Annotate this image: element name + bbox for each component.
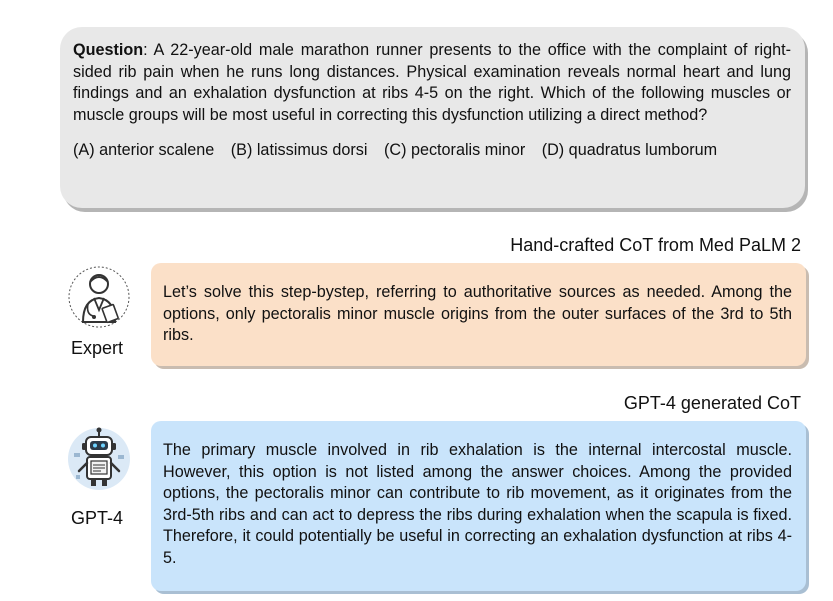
- question-box: [60, 27, 805, 208]
- question-prefix: Question: [73, 41, 144, 59]
- doctor-icon: [66, 264, 132, 330]
- gpt4-caption: GPT-4 generated CoT: [623, 393, 801, 413]
- gpt4-cot-text: The primary muscle involved in rib exhalation is the internal intercostal muscle. However, this option is not listed among the answer choices. Among the provided options, the pectoralis minor can contribute to rib movement, as it originates from the 3rd-5th ribs and can act to depress the ribs during exhalation when the scapula is fixed. Therefore, it could potentially be useful in correcting an exhalation dysfunction at ribs 4-5.: [163, 441, 792, 567]
- option-d: (D) quadratus lumborum: [541, 141, 718, 159]
- expert-cot-text: Let’s solve this step-bystep, referring to authoritative sources as needed. Among the options, only pectoralis minor muscle origins from the outer surfaces of the 3rd to 5th ribs.: [163, 283, 792, 344]
- option-b: (B) latissimus dorsi: [230, 141, 368, 159]
- expert-cot-box: [151, 263, 806, 366]
- question-text: [73, 40, 791, 126]
- option-a: (A) anterior scalene: [73, 141, 215, 159]
- gpt4-cot-box: [151, 421, 806, 591]
- question-body: : A 22-year-old male marathon runner presents to the office with the complaint of right-sided rib pain when he runs long distances. Physical examination reveals normal heart and lung findings and an exhalation dysfunction at ribs 4-5 on the right. Which of the following muscles or muscle groups will be most useful in correcting this dysfunction utilizing a direct method?: [73, 41, 791, 124]
- expert-caption: Hand-crafted CoT from Med PaLM 2: [510, 235, 801, 255]
- option-c: (C) pectoralis minor: [383, 141, 526, 159]
- gpt4-label: GPT-4: [71, 508, 124, 528]
- expert-label: Expert: [71, 338, 124, 358]
- answer-options: [73, 140, 791, 162]
- robot-icon: [66, 425, 132, 493]
